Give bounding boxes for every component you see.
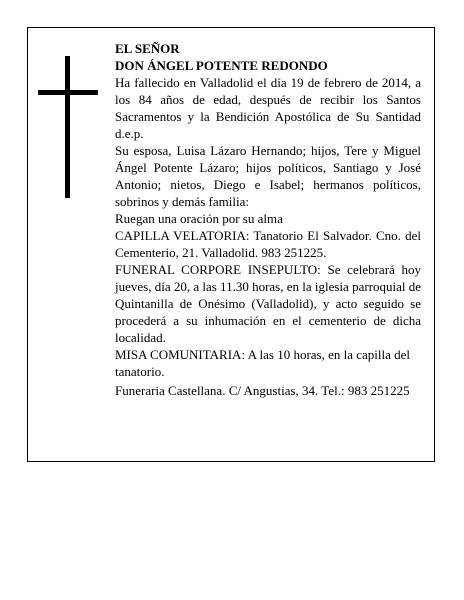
cross-vertical-bar [65,56,70,198]
notice-text [115,40,421,399]
funeral-info: FUNERAL CORPORE INSEPULTO: Se celebrará hoy jueves, día 20, a las 11.30 horas, en la iglesia parroquial de Quintanilla de Onésimo (Valladolid), y acto seguido se procederá a su inhumación en el cementerio de dicha localidad. [115,262,422,345]
chapel-info: CAPILLA VELATORIA: Tanatorio El Salvador. Cno. del Cementerio, 21. Valladolid. 983 251225. [115,228,421,260]
death-announcement: Ha fallecido en Valladolid el día 19 de febrero de 2014, a los 84 años de edad, después de recibir los Santos Sacramentos y la Bendición Apostólica de Su Santidad d.e.p. [115,75,421,141]
obituary-notice [27,27,435,462]
deceased-title: EL SEÑOR [115,41,180,56]
cross-icon [38,56,98,198]
deceased-name: DON ÁNGEL POTENTE REDONDO [115,58,328,73]
prayer-request: Ruegan una oración por su alma [115,211,283,226]
family-list: Su esposa, Luisa Lázaro Hernando; hijos, Tere y Miguel Ángel Potente Lázaro; hijos políticos, Santiago y José Antonio; nietos, Diego e Isabel; hermanos políticos, sobrinos y demás familia: [115,143,421,209]
cross-horizontal-bar [38,90,98,95]
funeral-home-info: Funeraria Castellana. C/ Angustias, 34. Tel.: 983 251225 [115,383,410,398]
mass-info: MISA COMUNITARIA: A las 10 horas, en la capilla del tanatorio. [115,347,411,379]
